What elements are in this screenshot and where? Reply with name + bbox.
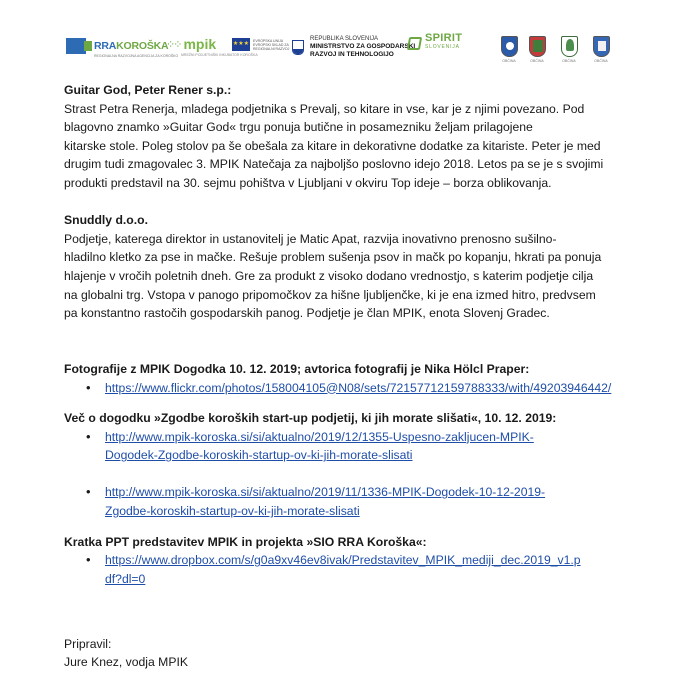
paragraph-line: pa konstantno rastočih gospodarskih panog. Podjetje je član MPIK, enota Slovenj Gradec. <box>64 306 550 321</box>
ministry-text: REPUBLIKA SLOVENIJA MINISTRSTVO ZA GOSPODARSKI RAZVOJ IN TEHNOLOGIJO <box>310 36 416 58</box>
links-heading: Več o dogodku »Zgodbe koroških start-up podjetij, ki jih morate slišati«, 10. 12. 2019: <box>64 411 557 426</box>
signature <box>64 635 624 672</box>
municipality-label-3: OBČINA <box>562 59 576 63</box>
municipality-crest-4-icon <box>593 36 610 57</box>
ministry-logo <box>292 36 415 59</box>
paragraph-line: hladilno kletko za pse in mačke. Rešuje problem sušenja psov in mačk po kopanju, hkrati pa ponuja <box>64 250 602 265</box>
paragraph-line: blagovno znamko »Guitar God« trgu ponuja butične in posamezniku željam prilagojene <box>64 120 533 135</box>
section-title: Guitar God, Peter Rener s.p.: <box>64 83 232 97</box>
slovenia-crest-icon <box>292 40 304 55</box>
header-logos <box>0 30 680 70</box>
rra-mark-icon <box>66 38 86 54</box>
mpik-logo <box>166 36 258 57</box>
section-snuddly <box>64 211 624 323</box>
mpik-article-link-2[interactable]: http://www.mpik-koroska.si/si/aktualno/2019/11/1336-MPIK-Dogodek-10-12-2019- Zgodbe-koroskih-startup-ov-ki-jih-morate-slisati <box>105 485 546 519</box>
author-name: Jure Knez, vodja MPIK <box>64 655 188 670</box>
rra-name: RRAKOROŠKA <box>94 40 169 52</box>
link-item <box>64 551 624 588</box>
prepared-by-label: Pripravil: <box>64 636 112 651</box>
paragraph-line: Podjetje, katerega direktor in ustanovitelj je Matic Apat, razvija inovativno prenosno sušilno- <box>64 231 557 246</box>
municipality-crest-3-icon <box>561 36 578 57</box>
links-ppt <box>64 533 624 589</box>
municipality-label-2: OBČINA <box>530 59 544 63</box>
mpik-name: mpik <box>183 36 217 52</box>
municipality-crest-2-icon <box>529 36 546 57</box>
link-item <box>64 428 624 465</box>
municipality-label-1: OBČINA <box>502 59 516 63</box>
links-heading: Fotografije z MPIK Dogodka 10. 12. 2019; avtorica fotografij je Nika Hölcl Praper: <box>64 361 530 376</box>
paragraph-line: kitarske stole. Poleg stolov pa še obešala za kitare in dekorativne dodatke za kitariste. Peter je med <box>64 138 601 153</box>
document-body <box>64 81 624 672</box>
spirit-subtitle: SLOVENIJA <box>425 44 460 50</box>
link-item <box>64 483 624 520</box>
section-guitar-god <box>64 81 624 193</box>
eu-flag-icon: ★★★ <box>232 38 250 51</box>
eu-logo <box>232 38 293 51</box>
links-heading: Kratka PPT predstavitev MPIK in projekta »SIO RRA Koroška«: <box>64 534 427 549</box>
flickr-link[interactable]: https://www.flickr.com/photos/158004105@N08/sets/72157712159788333/with/49203946442/ <box>105 380 612 395</box>
dropbox-link[interactable]: https://www.dropbox.com/s/g0a9xv46ev8ivak/Predstavitev_MPIK_mediji_dec.2019_v1.p df?dl=0 <box>105 553 581 586</box>
spirit-name: SPIRIT <box>425 32 463 44</box>
rra-koroska-logo <box>66 38 179 58</box>
spirit-mark-icon <box>407 37 422 50</box>
paragraph-line: drugim tudi zmagovalec 3. MPIK Natečaja za najboljšo poslovno idejo 2018. Letos pa se je s svojimi <box>64 157 604 172</box>
municipality-label-4: OBČINA <box>594 59 608 63</box>
links-event <box>64 409 624 521</box>
link-item <box>64 379 624 398</box>
rra-subtitle: REGIONALNA RAZVOJNA AGENCIJA ZA KOROŠKO <box>94 54 179 58</box>
eu-subtitle: EVROPSKA UNIJA EVROPSKI SKLAD ZA REGIONALNI RAZVOJ <box>253 38 290 51</box>
mpik-subtitle: MREŽNI PODJETNIŠKI INKUBATOR KOROŠKA <box>181 53 258 57</box>
mpik-article-link-1[interactable]: http://www.mpik-koroska.si/si/aktualno/2019/12/1355-Uspesno-zakljucen-MPIK- Dogodek-Zgodbe-koroskih-startup-ov-ki-jih-morate-slisati <box>105 429 534 463</box>
paragraph-line: Strast Petra Renerja, mladega podjetnika s Prevalj, so kitare in vse, kar je z njimi povezano. Pod <box>64 101 585 116</box>
section-title: Snuddly d.o.o. <box>64 213 148 228</box>
paragraph-line: hlajenje v vročih poletnih dneh. Gre za produkt z visoko dodano vrednostjo, s katerim podjetje cilja <box>64 268 594 283</box>
paragraph-line: produkti predstavil na 30. sejmu pohištva v Ljubljani v okviru Top ideje – borza oblikovanja. <box>64 175 552 190</box>
paragraph-line: na globalni trg. Vstopa v panogo pripomočkov za hišne ljubljenčke, ki je ena izmed hitro, predvsem <box>64 287 596 302</box>
links-photos <box>64 360 624 397</box>
spirit-slovenija-logo <box>408 34 462 52</box>
mpik-dots-icon: ⁘⁘ <box>166 38 181 51</box>
municipality-crest-1-icon <box>501 36 518 57</box>
